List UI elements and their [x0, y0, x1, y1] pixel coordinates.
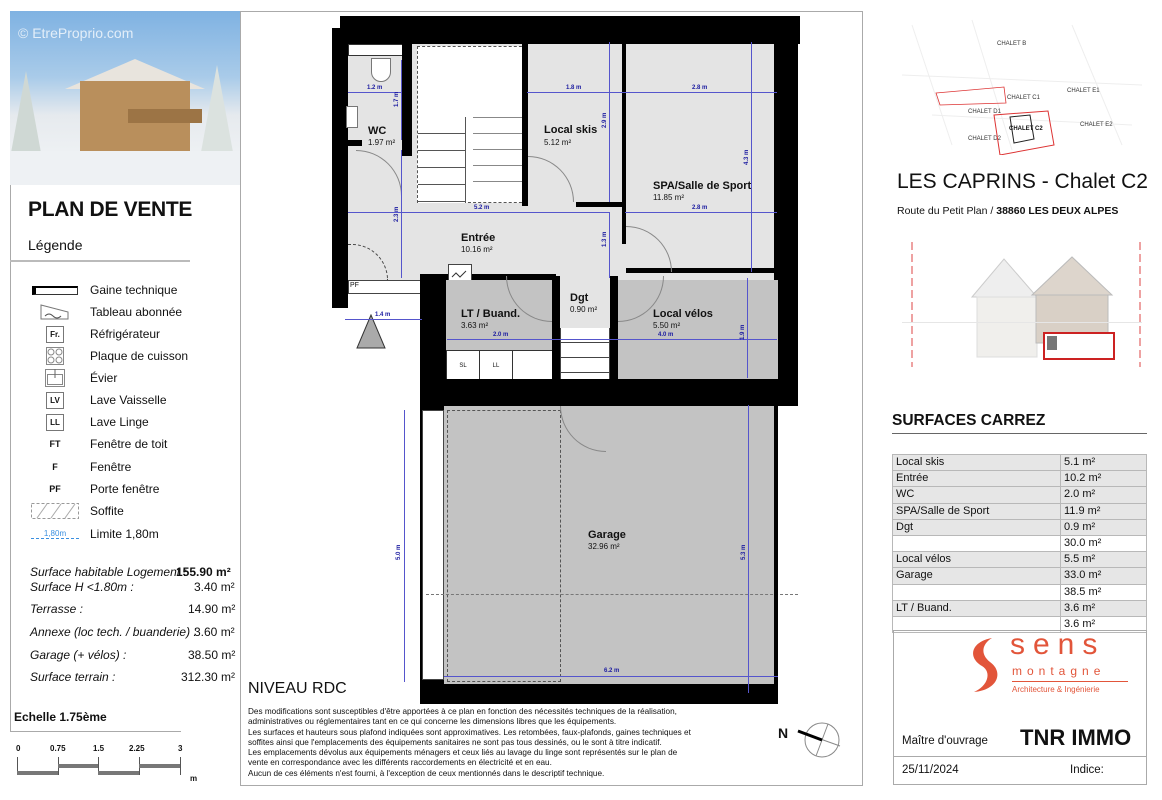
compass-icon: [794, 720, 844, 760]
staircase: [417, 46, 527, 203]
table-row-total: 3.6 m²: [893, 616, 1147, 632]
level-title: NIVEAU RDC: [248, 680, 347, 697]
legend-item: F Fenêtre: [10, 458, 241, 478]
room-local-velos: Local vélos: [653, 308, 713, 320]
sens-montagne-logo-icon: [962, 636, 1004, 694]
legend-title: Légende: [28, 237, 83, 253]
legend-item: LV Lave Vaisselle: [10, 391, 241, 411]
svg-text:CHALET C1: CHALET C1: [1007, 95, 1040, 101]
stat-label: Terrasse :: [30, 602, 83, 616]
north-label: N: [778, 725, 789, 741]
table-row: LT / Buand. 3.6 m²: [893, 600, 1147, 616]
stat-value: 155.90 m²: [176, 565, 231, 579]
stat-label: Annexe (loc tech. / buanderie) :: [30, 625, 197, 639]
room-local-skis: Local skis: [544, 124, 598, 136]
stat-label: Surface habitable Logement :: [30, 565, 187, 579]
lave-vaisselle-icon: LV: [46, 392, 64, 409]
room-dgt: Dgt: [570, 292, 589, 304]
soffite-icon: [28, 502, 82, 520]
table-row-total: 38.5 m²: [893, 584, 1147, 600]
lave-linge-icon: LL: [46, 414, 64, 431]
room-wc: WC: [368, 125, 387, 137]
logo-wordmark-sub: montagne: [1012, 664, 1106, 678]
porte-fenetre-icon: PF: [49, 484, 61, 494]
tableau-abonnee-icon: [28, 303, 82, 321]
svg-text:CHALET B: CHALET B: [997, 41, 1027, 47]
table-row: Local vélos 5.5 m²: [893, 552, 1147, 568]
plaque-cuisson-icon: [28, 347, 82, 365]
stat-label: Surface terrain :: [30, 670, 116, 684]
surfaces-title: SURFACES CARREZ: [892, 412, 1046, 429]
svg-text:CHALET D1: CHALET D1: [968, 109, 1001, 115]
legend-item: Soffite: [10, 502, 241, 522]
scale-bar: 0 0.75 1.5 2.25 3 m: [16, 744, 198, 783]
owner-name: TNR IMMO: [1020, 725, 1132, 750]
sink-icon: [346, 106, 358, 128]
gaine-technique-icon: [28, 281, 82, 299]
divider: [10, 731, 181, 732]
legend-item: PF Porte fenêtre: [10, 480, 241, 500]
page-title: PLAN DE VENTE: [28, 198, 193, 221]
svg-text:CHALET C2: CHALET C2: [1009, 126, 1043, 132]
project-title: LES CAPRINS - Chalet C2: [897, 170, 1148, 193]
divider: [10, 260, 190, 262]
scale-title: Echelle 1.75ème: [14, 710, 107, 724]
svg-text:CHALET D2: CHALET D2: [968, 136, 1001, 142]
table-row-total: 30.0 m²: [893, 535, 1147, 551]
divider: [892, 433, 1147, 434]
watermark: © EtreProprio.com: [18, 25, 134, 41]
disclaimer-text: Des modifications sont susceptibles d'être apportées à ce plan en fonction des nécessités techniques de la réalisation, administratives ou réglementaires tant en ce qui concerne les dimensions libres que les équipements. Les surfaces et hauteurs sous plafond indiquées sont approximatives. Les retombées, faux-plafonds, gaines techniques et soffites ainsi que l'emplacements des équipements sanitaires ne sont pas tous dessinés, ou le sont à titre indicatif. Les emplacements dévolus aux équipements ménagers et ceux liés au lavage du linge sont représentés sur le plan de vente en correspondance avec les différents raccordements en électricité et en eau. Aucun de ces éléments n'est fourni, à l'exception de ceux mentionnés dans le descriptif technique.: [248, 707, 691, 778]
room-lt-buanderie: LT / Buand.: [461, 308, 521, 320]
table-row: Garage 33.0 m²: [893, 568, 1147, 584]
room-spa: SPA/Salle de Sport: [653, 180, 752, 192]
table-row: WC 2.0 m²: [893, 487, 1147, 503]
address: Route du Petit Plan / 38860 LES DEUX ALPES: [897, 205, 1119, 217]
legend-item: LL Lave Linge: [10, 413, 241, 433]
indice-label: Indice:: [1070, 764, 1104, 776]
svg-text:CHALET E2: CHALET E2: [1080, 122, 1113, 128]
floor-plan: PF SL LL: [326, 14, 796, 704]
legend-list: [10, 281, 241, 551]
stat-label: Garage (+ vélos) :: [30, 648, 127, 662]
legend-item: 1,80m Limite 1,80m: [10, 525, 241, 545]
laundry-units: SL LL: [446, 350, 556, 382]
legend-item: Fr. Réfrigérateur: [10, 325, 241, 345]
svg-text:CHALET E1: CHALET E1: [1067, 88, 1100, 94]
legend-item: Gaine technique: [10, 281, 241, 301]
legend-item: FT Fenêtre de toit: [10, 435, 241, 455]
surfaces-table: [892, 454, 1147, 633]
table-row: Local skis 5.1 m²: [893, 455, 1147, 471]
table-row: Entrée 10.2 m²: [893, 471, 1147, 487]
room-garage: Garage: [588, 529, 626, 541]
legend-item: Tableau abonnée: [10, 303, 241, 323]
legend-item: Évier: [10, 369, 241, 389]
stat-value: 3.60 m²: [194, 625, 235, 639]
fenetre-icon: F: [52, 462, 58, 472]
chalet-rendering-image: [10, 11, 241, 185]
elevation-drawing: [892, 237, 1148, 387]
room-entree: Entrée: [461, 232, 496, 244]
parking-outline: [447, 410, 561, 682]
stat-value: 312.30 m²: [181, 670, 236, 684]
toilet-icon: [371, 58, 391, 82]
stat-value: 38.50 m²: [188, 648, 236, 662]
garage-door: [422, 410, 444, 680]
stat-value: 14.90 m²: [188, 602, 236, 616]
logo-wordmark: sens: [1010, 628, 1106, 661]
porte-fenetre: [348, 280, 424, 294]
stat-value: 3.40 m²: [194, 580, 235, 594]
fenetre-toit-icon: FT: [49, 439, 61, 449]
date: 25/11/2024: [902, 764, 959, 776]
legend-item: Plaque de cuisson: [10, 347, 241, 367]
owner-label: Maître d'ouvrage: [902, 735, 988, 747]
table-row: Dgt 0.9 m²: [893, 519, 1147, 535]
site-map: [892, 15, 1150, 155]
stat-label: Surface H <1.80m :: [30, 580, 134, 594]
logo-tagline: Architecture & Ingénierie: [1012, 685, 1100, 694]
limite-icon: 1,80m: [28, 525, 82, 543]
table-row: SPA/Salle de Sport 11.9 m²: [893, 503, 1147, 519]
sink-icon: [28, 369, 82, 387]
refrigerateur-icon: Fr.: [46, 326, 64, 343]
